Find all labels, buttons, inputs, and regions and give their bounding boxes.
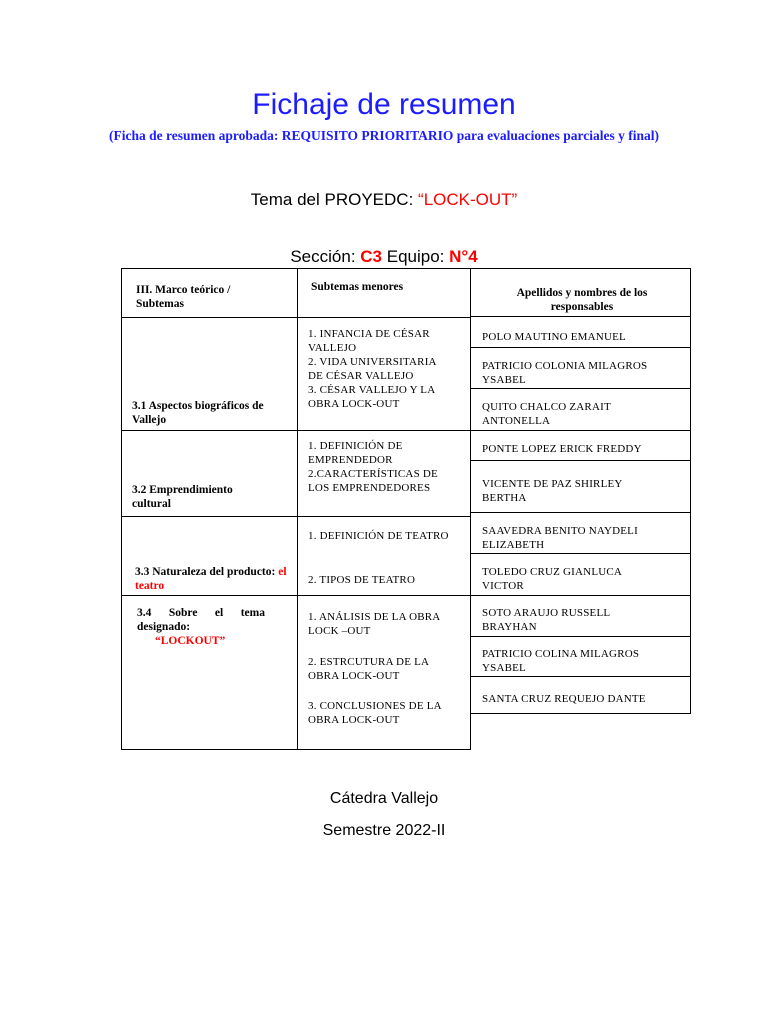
table-divider xyxy=(470,636,691,637)
equipo-label: Equipo: xyxy=(382,247,450,266)
table-border xyxy=(470,268,471,750)
section-subtemas: 2. TIPOS DE TEATRO xyxy=(308,574,416,586)
responsable-item: SAAVEDRA BENITO NAYDELI ELIZABETH xyxy=(482,525,638,551)
table-divider xyxy=(121,516,471,517)
catedra-label: Cátedra Vallejo xyxy=(329,790,439,807)
section-title-text: 3.4 Sobre el tema designado: xyxy=(137,607,265,633)
seccion-label: Sección: xyxy=(290,247,361,266)
table-divider xyxy=(470,595,691,596)
section-title: 3.1 Aspectos biográficos de Vallejo xyxy=(132,400,264,426)
tema-label: Tema del PROYEDC: xyxy=(250,190,419,209)
table-divider xyxy=(470,460,691,461)
responsable-item: VICENTE DE PAZ SHIRLEY BERTHA xyxy=(482,478,623,504)
responsable-item: TOLEDO CRUZ GIANLUCA VICTOR xyxy=(482,566,622,592)
section-title xyxy=(135,565,290,593)
table-divider xyxy=(470,388,691,389)
table-divider xyxy=(121,430,471,431)
section-title-text: 3.3 Naturaleza del producto: xyxy=(135,566,279,578)
table-border xyxy=(121,268,471,269)
equipo-value: N°4 xyxy=(449,247,478,266)
table-divider xyxy=(470,553,691,554)
table-divider xyxy=(121,595,471,596)
responsable-item: PATRICIO COLONIA MILAGROS YSABEL xyxy=(482,360,648,386)
table-divider xyxy=(470,676,691,677)
responsable-item: PATRICIO COLINA MILAGROS YSABEL xyxy=(482,648,640,674)
section-subtemas: 2. ESTRCUTURA DE LA OBRA LOCK-OUT xyxy=(308,656,429,682)
responsable-item: SANTA CRUZ REQUEJO DANTE xyxy=(482,693,646,705)
responsable-item: POLO MAUTINO EMANUEL xyxy=(482,331,626,343)
responsable-item: QUITO CHALCO ZARAIT ANTONELLA xyxy=(482,401,611,427)
tema-value: “LOCK-OUT” xyxy=(418,190,518,209)
section-title xyxy=(137,606,265,648)
table-divider xyxy=(470,347,691,348)
col2-header: Subtemas menores xyxy=(311,281,404,293)
table-divider xyxy=(470,316,691,317)
section-title-text: 3.2 Emprendimiento cultural xyxy=(132,484,233,510)
document-title: Fichaje de resumen xyxy=(252,88,516,121)
table-border xyxy=(121,268,122,750)
table-border xyxy=(470,713,691,714)
section-title-highlight: “LOCKOUT” xyxy=(155,635,226,647)
section-subtemas: 1. DEFINICIÓN DE EMPRENDEDOR 2.CARACTERÍSTICAS DE LOS EMPRENDEDORES xyxy=(308,440,438,494)
seccion-value: C3 xyxy=(360,247,383,266)
table-border xyxy=(690,268,691,714)
section-title xyxy=(132,483,282,511)
section-subtemas: 1. INFANCIA DE CÉSAR VALLEJO 2. VIDA UNIVERSITARIA DE CÉSAR VALLEJO 3. CÉSAR VALLEJO Y LA OBRA LOCK-OUT xyxy=(308,328,437,410)
table-border xyxy=(297,268,298,750)
table-divider xyxy=(470,512,691,513)
seccion-line xyxy=(0,247,768,267)
section-subtemas: 1. DEFINICIÓN DE TEATRO xyxy=(308,530,449,542)
section-title-highlight: el teatro xyxy=(135,566,287,592)
table-divider xyxy=(470,430,691,431)
col3-header: Apellidos y nombres de los responsables xyxy=(516,287,648,313)
responsable-item: PONTE LOPEZ ERICK FREDDY xyxy=(482,443,642,455)
col1-header: III. Marco teórico / Subtemas xyxy=(136,284,231,310)
table-divider xyxy=(121,317,471,318)
table-border xyxy=(121,749,471,750)
section-subtemas: 3. CONCLUSIONES DE LA OBRA LOCK-OUT xyxy=(308,700,442,726)
responsable-item: SOTO ARAUJO RUSSELL BRAYHAN xyxy=(482,607,610,633)
section-subtemas: 1. ANÁLISIS DE LA OBRA LOCK –OUT xyxy=(308,611,440,637)
tema-line xyxy=(0,190,768,210)
document-subtitle: (Ficha de resumen aprobada: REQUISITO PRIORITARIO para evaluaciones parciales y final) xyxy=(108,128,660,143)
table-border xyxy=(470,268,691,269)
semestre-label: Semestre 2022-II xyxy=(322,822,446,839)
